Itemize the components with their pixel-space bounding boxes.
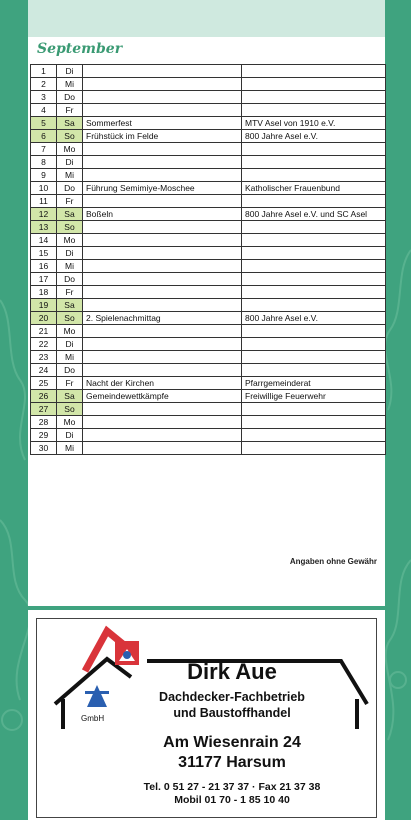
weekday: Sa: [57, 117, 83, 130]
month-title: September: [37, 41, 123, 57]
day-number: 26: [31, 390, 57, 403]
day-number: 3: [31, 91, 57, 104]
mobile-number: Mobil 01 70 - 1 85 10 40: [174, 794, 290, 806]
day-number: 19: [31, 299, 57, 312]
organizer: [242, 351, 386, 364]
calendar-row: [31, 351, 386, 364]
day-number: 24: [31, 364, 57, 377]
company-address: [127, 733, 337, 773]
day-number: 27: [31, 403, 57, 416]
weekday: Sa: [57, 299, 83, 312]
event-name: [83, 156, 242, 169]
event-name: [83, 429, 242, 442]
organizer: [242, 286, 386, 299]
calendar-row: [31, 247, 386, 260]
day-number: 18: [31, 286, 57, 299]
weekday: Fr: [57, 377, 83, 390]
calendar-row: [31, 377, 386, 390]
day-number: 5: [31, 117, 57, 130]
event-name: [83, 221, 242, 234]
event-name: [83, 260, 242, 273]
calendar-row: [31, 104, 386, 117]
day-number: 9: [31, 169, 57, 182]
weekday: Mo: [57, 143, 83, 156]
calendar-row: [31, 312, 386, 325]
calendar-row: [31, 221, 386, 234]
weekday: Di: [57, 65, 83, 78]
weekday: So: [57, 130, 83, 143]
ad-separator: [28, 606, 385, 610]
organizer: [242, 156, 386, 169]
day-number: 22: [31, 338, 57, 351]
weekday: Di: [57, 247, 83, 260]
calendar-row: [31, 208, 386, 221]
event-name: [83, 273, 242, 286]
organizer: [242, 169, 386, 182]
calendar-row: [31, 325, 386, 338]
weekday: Mi: [57, 260, 83, 273]
day-number: 17: [31, 273, 57, 286]
organizer: Katholischer Frauenbund: [242, 182, 386, 195]
day-number: 16: [31, 260, 57, 273]
day-number: 13: [31, 221, 57, 234]
address-city: 31177 Harsum: [178, 754, 286, 771]
event-name: [83, 143, 242, 156]
calendar-row: [31, 117, 386, 130]
company-name: Dirk Aue: [187, 659, 277, 684]
disclaimer: Angaben ohne Gewähr: [289, 557, 377, 566]
calendar-row: [31, 143, 386, 156]
event-name: [83, 234, 242, 247]
calendar-row: [31, 91, 386, 104]
weekday: Sa: [57, 390, 83, 403]
event-name: [83, 338, 242, 351]
event-name: [83, 403, 242, 416]
weekday: So: [57, 312, 83, 325]
calendar-row: [31, 286, 386, 299]
organizer: [242, 65, 386, 78]
day-number: 14: [31, 234, 57, 247]
day-number: 12: [31, 208, 57, 221]
advertisement-box: [36, 618, 377, 818]
event-name: [83, 65, 242, 78]
event-name: [83, 299, 242, 312]
company-contact: [107, 781, 357, 807]
day-number: 23: [31, 351, 57, 364]
calendar-row: [31, 338, 386, 351]
calendar-row: [31, 65, 386, 78]
organizer: [242, 364, 386, 377]
day-number: 10: [31, 182, 57, 195]
organizer: [242, 403, 386, 416]
weekday: Do: [57, 91, 83, 104]
weekday: Fr: [57, 286, 83, 299]
weekday: Di: [57, 429, 83, 442]
organizer: 800 Jahre Asel e.V.: [242, 130, 386, 143]
organizer: [242, 442, 386, 455]
trade-line-1: Dachdecker-Fachbetrieb: [159, 690, 305, 704]
day-number: 8: [31, 156, 57, 169]
event-name: [83, 442, 242, 455]
calendar-row: [31, 156, 386, 169]
day-number: 30: [31, 442, 57, 455]
calendar-row: [31, 195, 386, 208]
day-number: 21: [31, 325, 57, 338]
calendar-row: [31, 364, 386, 377]
organizer: MTV Asel von 1910 e.V.: [242, 117, 386, 130]
event-name: [83, 416, 242, 429]
event-name: [83, 195, 242, 208]
calendar-row: [31, 182, 386, 195]
organizer: [242, 91, 386, 104]
event-name: Sommerfest: [83, 117, 242, 130]
organizer: [242, 247, 386, 260]
event-name: [83, 91, 242, 104]
organizer: [242, 221, 386, 234]
weekday: Mi: [57, 351, 83, 364]
day-number: 4: [31, 104, 57, 117]
organizer: [242, 78, 386, 91]
calendar-row: [31, 234, 386, 247]
organizer: 800 Jahre Asel e.V.: [242, 312, 386, 325]
trade-line-2: und Baustoffhandel: [173, 706, 291, 720]
weekday: Mo: [57, 325, 83, 338]
phone-fax: Tel. 0 51 27 - 21 37 37 · Fax 21 37 38: [143, 781, 321, 793]
calendar-row: [31, 442, 386, 455]
organizer: Freiwillige Feuerwehr: [242, 390, 386, 403]
day-number: 1: [31, 65, 57, 78]
calendar-row: [31, 273, 386, 286]
event-name: 2. Spielenachmittag: [83, 312, 242, 325]
day-number: 28: [31, 416, 57, 429]
day-number: 29: [31, 429, 57, 442]
event-name: [83, 286, 242, 299]
event-name: Frühstück im Felde: [83, 130, 242, 143]
weekday: Mi: [57, 442, 83, 455]
calendar-row: [31, 416, 386, 429]
logo-gmbh-text: GmbH: [81, 714, 105, 723]
weekday: Di: [57, 338, 83, 351]
organizer: [242, 195, 386, 208]
organizer: [242, 273, 386, 286]
weekday: Do: [57, 182, 83, 195]
day-number: 7: [31, 143, 57, 156]
company-trade: [137, 689, 327, 721]
calendar-row: [31, 169, 386, 182]
event-name: [83, 169, 242, 182]
weekday: Mi: [57, 78, 83, 91]
weekday: Di: [57, 156, 83, 169]
calendar-row: [31, 429, 386, 442]
day-number: 20: [31, 312, 57, 325]
calendar-row: [31, 403, 386, 416]
weekday: Fr: [57, 104, 83, 117]
top-band: [28, 0, 385, 37]
calendar-row: [31, 390, 386, 403]
organizer: [242, 299, 386, 312]
event-name: [83, 78, 242, 91]
day-number: 11: [31, 195, 57, 208]
event-name: Boßeln: [83, 208, 242, 221]
event-name: Nacht der Kirchen: [83, 377, 242, 390]
organizer: [242, 260, 386, 273]
day-number: 15: [31, 247, 57, 260]
event-name: [83, 325, 242, 338]
weekday: Sa: [57, 208, 83, 221]
organizer: [242, 234, 386, 247]
event-name: [83, 104, 242, 117]
calendar-body: [31, 65, 386, 455]
calendar-row: [31, 130, 386, 143]
weekday: Fr: [57, 195, 83, 208]
calendar-row: [31, 78, 386, 91]
weekday: Mo: [57, 234, 83, 247]
weekday: Do: [57, 364, 83, 377]
event-name: Gemeindewettkämpfe: [83, 390, 242, 403]
day-number: 2: [31, 78, 57, 91]
day-number: 6: [31, 130, 57, 143]
day-number: 25: [31, 377, 57, 390]
address-street: Am Wiesenrain 24: [163, 734, 301, 751]
event-name: [83, 247, 242, 260]
calendar-table: [30, 64, 386, 455]
weekday: So: [57, 403, 83, 416]
calendar-row: [31, 260, 386, 273]
event-name: [83, 364, 242, 377]
event-name: Führung Semimiye-Moschee: [83, 182, 242, 195]
organizer: [242, 429, 386, 442]
organizer: 800 Jahre Asel e.V. und SC Asel: [242, 208, 386, 221]
organizer: [242, 143, 386, 156]
weekday: Do: [57, 273, 83, 286]
event-name: [83, 351, 242, 364]
weekday: So: [57, 221, 83, 234]
organizer: [242, 338, 386, 351]
weekday: Mi: [57, 169, 83, 182]
organizer: [242, 416, 386, 429]
organizer: [242, 325, 386, 338]
calendar-row: [31, 299, 386, 312]
organizer: [242, 104, 386, 117]
weekday: Mo: [57, 416, 83, 429]
organizer: Pfarrgemeinderat: [242, 377, 386, 390]
